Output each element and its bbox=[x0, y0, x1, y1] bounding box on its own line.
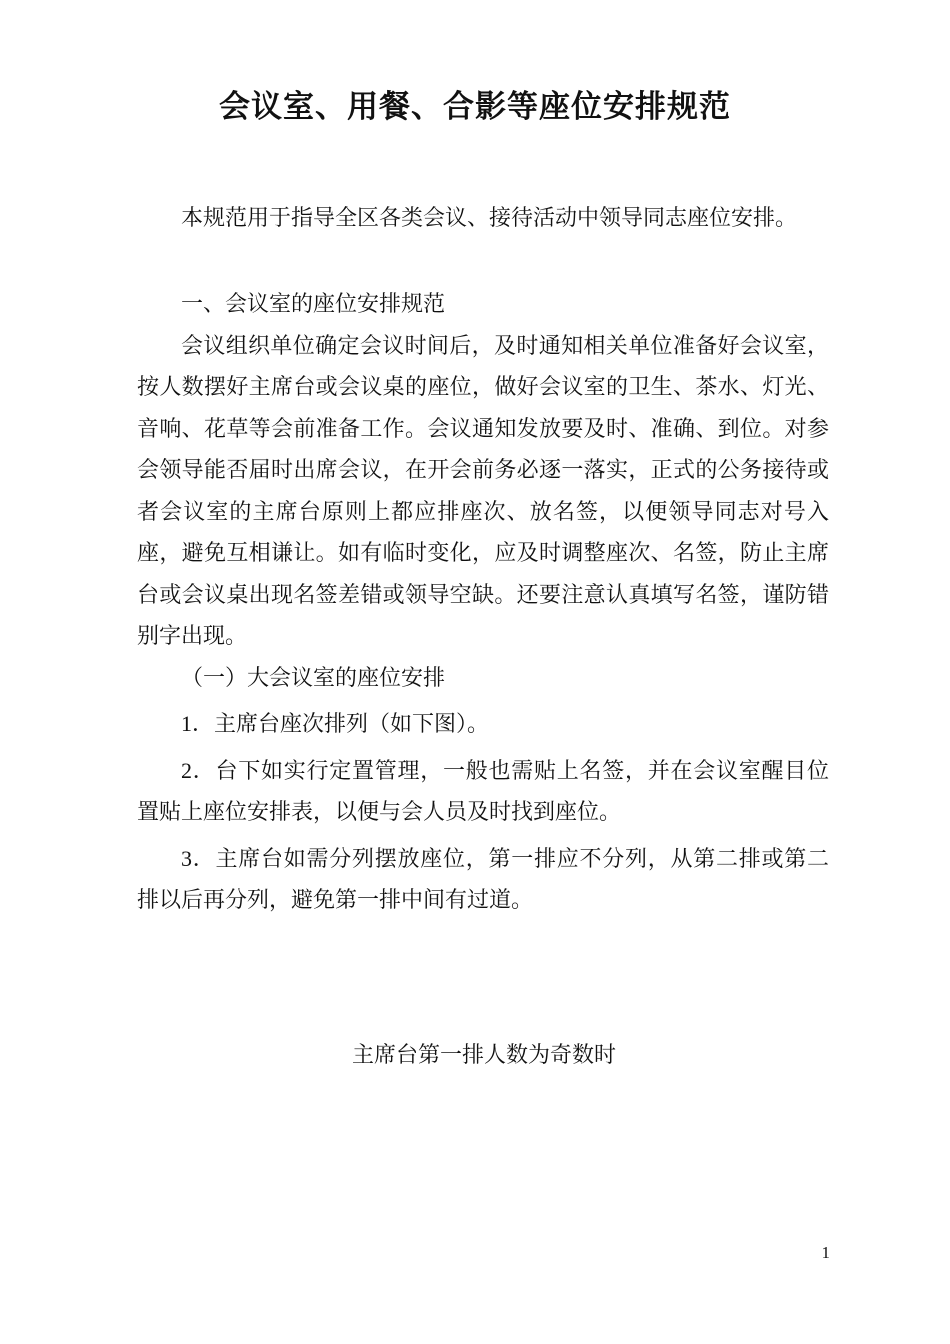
intro-paragraph: 本规范用于指导全区各类会议、接待活动中领导同志座位安排。 bbox=[181, 206, 798, 231]
list-item bbox=[137, 750, 829, 834]
figure-caption: 主席台第一排人数为奇数时 bbox=[351, 1043, 616, 1068]
page-number: 1 bbox=[821, 1243, 830, 1262]
list-item-number: 1． bbox=[181, 711, 215, 736]
list-item-number: 2． bbox=[181, 757, 216, 783]
list-item-text: 主席台座次排列（如下图）。 bbox=[214, 712, 490, 737]
section-1 bbox=[137, 284, 829, 922]
list-item bbox=[137, 703, 829, 746]
section-paragraph: 会议组织单位确定会议时间后，及时通知相关单位准备好会议室，按人数摆好主席台或会议桌的座位，做好会议室的卫生、茶水、灯光、音响、花草等会前准备工作。会议通知发放要及时、准确、到位。对参会领导能否届时出席会议，在开会前务必逐一落实，正式的公务接待或者会议室的主席台原则上都应排座次、放名签，以便领导同志对号入座，避免互相谦让。如有临时变化，应及时调整座次、名签，防止主席台或会议桌出现名签差错或领导空缺。还要注意认真填写名签，谨防错别字出现。 bbox=[137, 333, 829, 649]
list-item-text: 台下如实行定置管理，一般也需贴上名签，并在会议室醒目位置贴上座位安排表，以便与会人员及时找到座位。 bbox=[137, 758, 829, 825]
list-item bbox=[137, 838, 829, 922]
document-title: 会议室、用餐、合影等座位安排规范 bbox=[219, 89, 731, 125]
subsection-heading: （一）大会议室的座位安排 bbox=[181, 665, 446, 691]
list-item-number: 3． bbox=[181, 845, 216, 871]
intro-block bbox=[137, 198, 829, 240]
section-heading: 一、会议室的座位安排规范 bbox=[181, 292, 446, 317]
list-item-text: 主席台如需分列摆放座位，第一排应不分列，从第二排或第二排以后再分列，避免第一排中间有过道。 bbox=[137, 846, 829, 913]
